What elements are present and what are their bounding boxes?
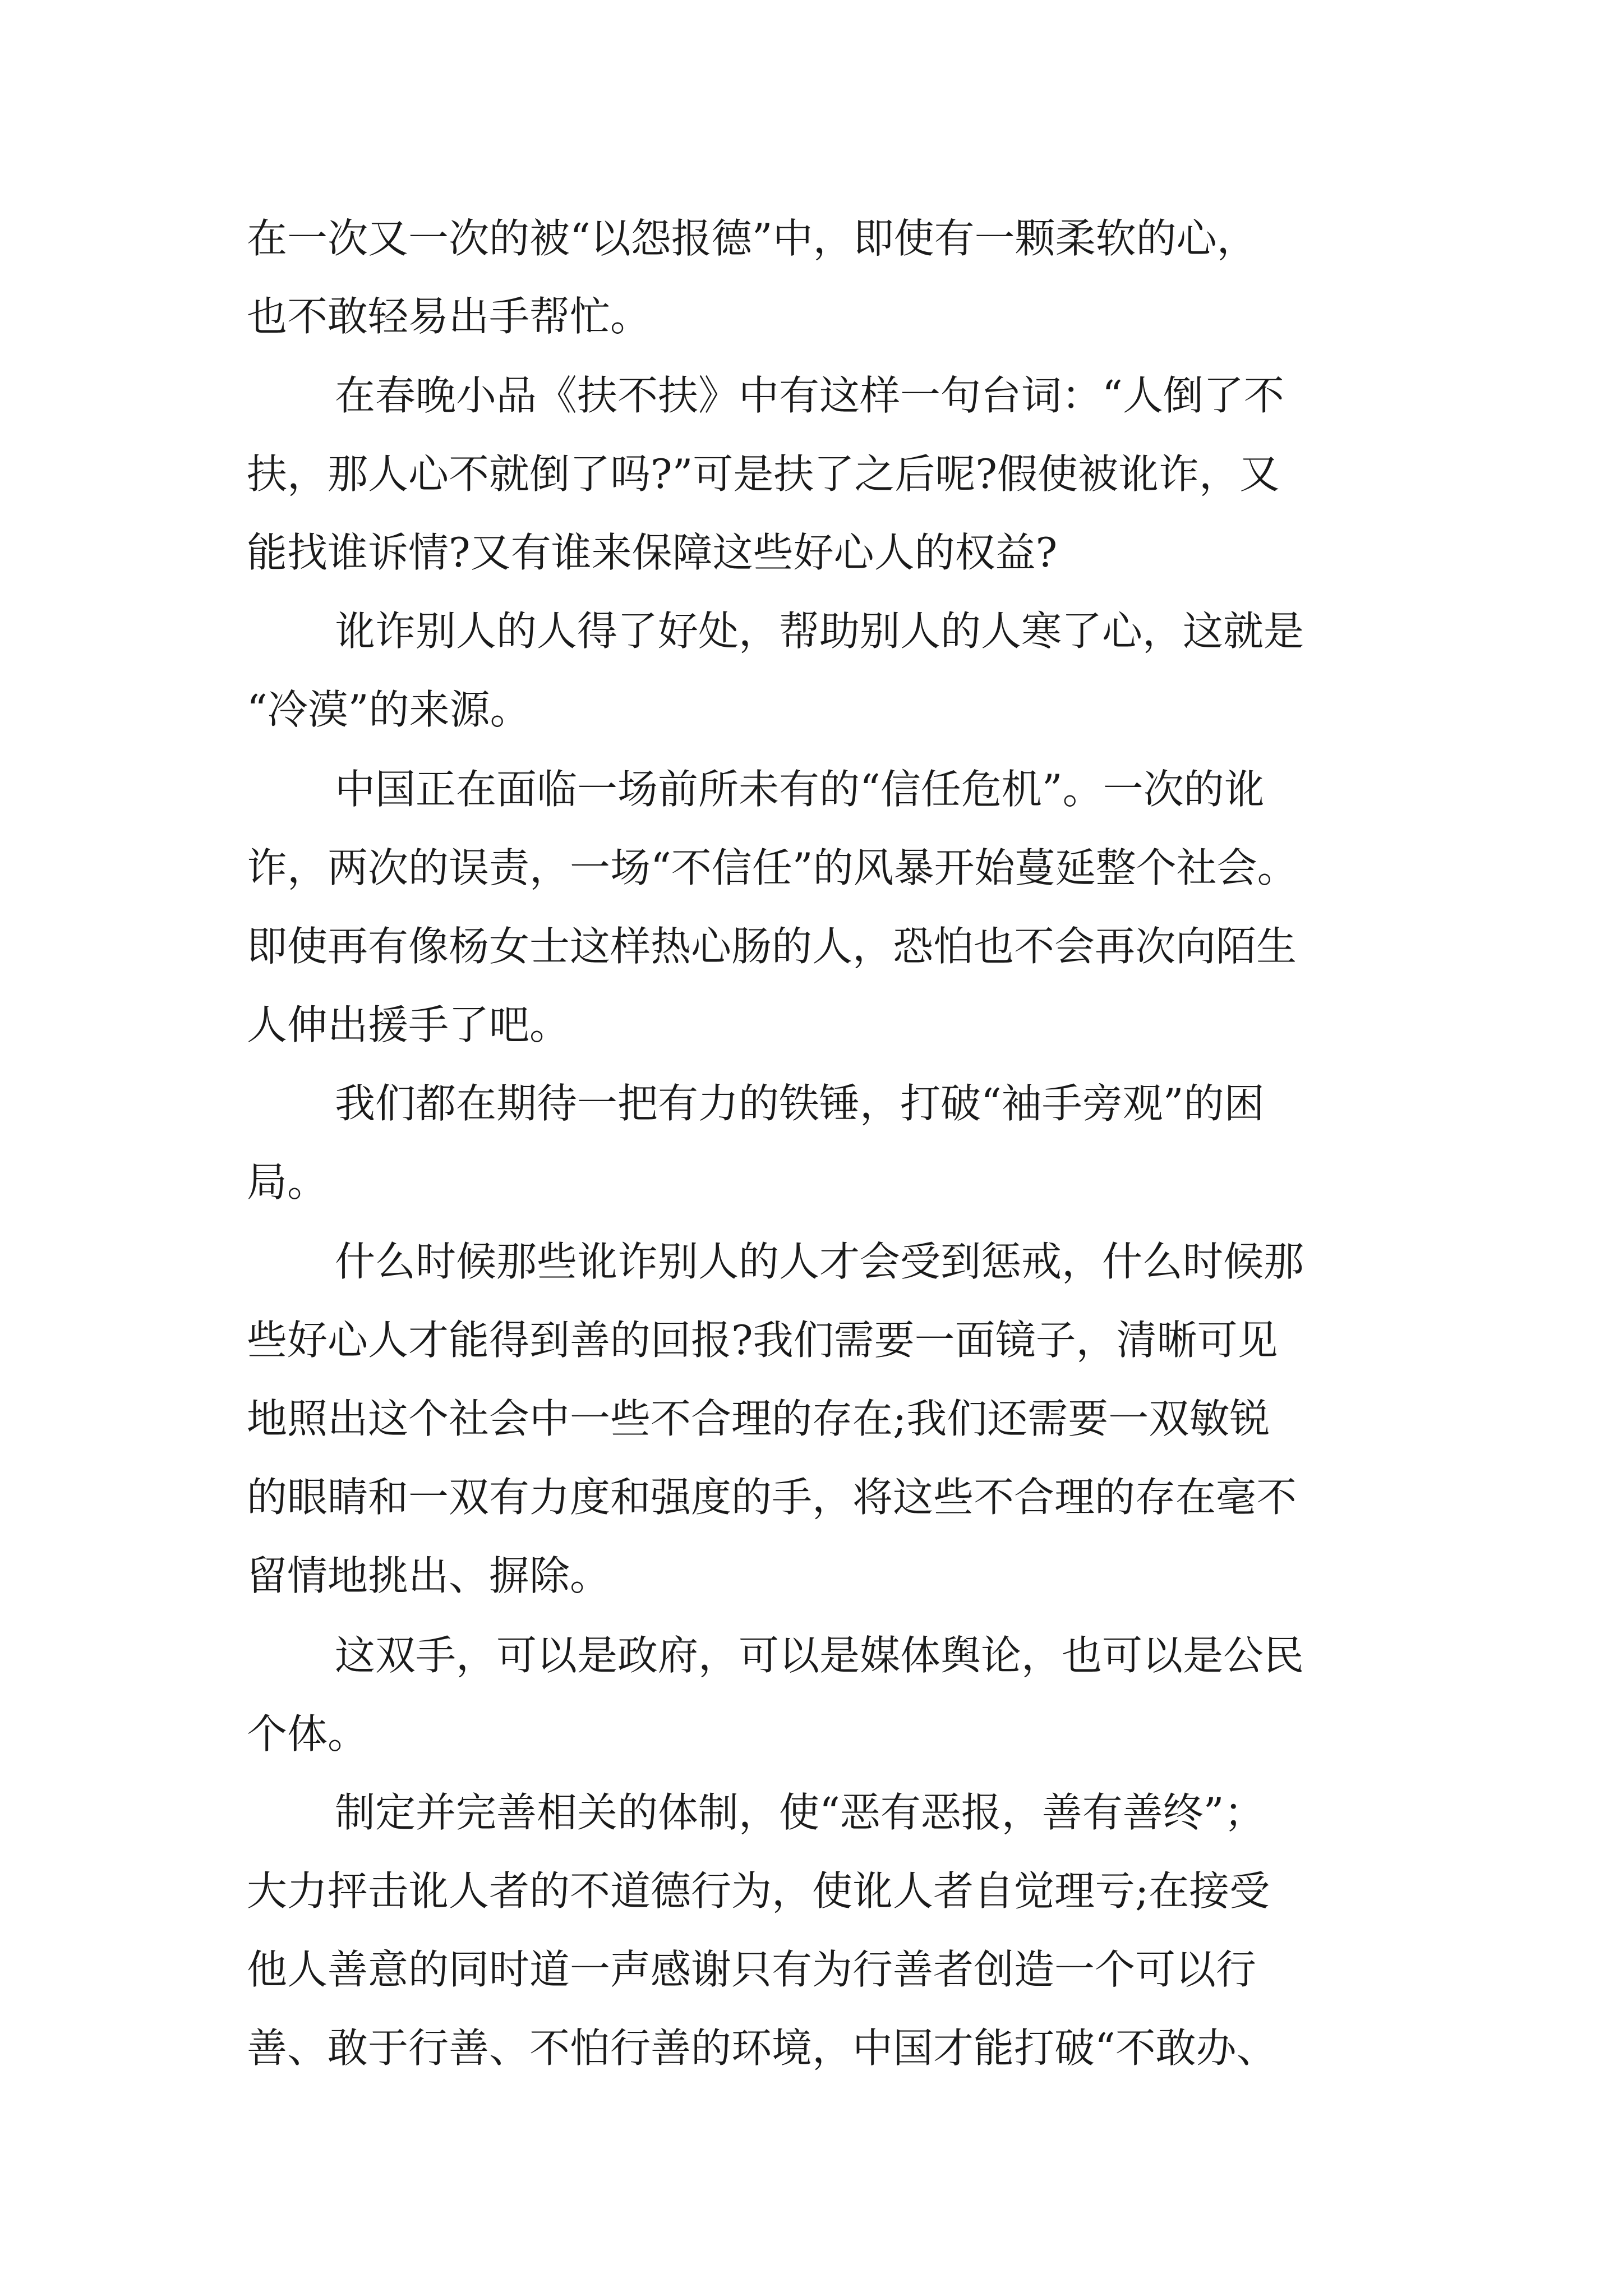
text-line: 能找谁诉情?又有谁来保障这些好心人的权益? [247,529,1058,576]
text-line: 些好心人才能得到善的回报?我们需要一面镜子，清晰可见 [247,1317,1278,1364]
paragraph-start-line: 我们都在期待一把有力的铁锤，打破“袖手旁观”的困 [335,1080,1265,1127]
text-line: 局。 [247,1158,328,1205]
text-line: 诈，两次的误责，一场“不信任”的风暴开始蔓延整个社会。 [247,844,1298,891]
text-line: 善、敢于行善、不怕行善的环境，中国才能打破“不敢办、 [247,2024,1277,2072]
text-line: 地照出这个社会中一些不合理的存在;我们还需要一双敏锐 [247,1395,1270,1442]
paragraph-start-line: 在春晚小品《扶不扶》中有这样一句台词：“人倒了不 [335,372,1284,419]
paragraph-start-line: 中国正在面临一场前所未有的“信任危机”。一次的讹 [335,766,1265,813]
text-line: 个体。 [247,1710,368,1757]
text-line: 留情地挑出、摒除。 [247,1552,611,1599]
paragraph-start-line: 制定并完善相关的体制，使“恶有恶报，善有善终”； [335,1789,1265,1836]
text-line: 的眼睛和一双有力度和强度的手，将这些不合理的存在毫不 [247,1474,1297,1521]
text-line: 扶，那人心不就倒了吗?”可是扶了之后呢?假使被讹诈，又 [247,450,1280,498]
text-line: 他人善意的同时道一声感谢只有为行善者创造一个可以行 [247,1946,1257,1993]
text-line: 也不敢轻易出手帮忙。 [247,293,651,340]
text-line: “冷漠”的来源。 [247,686,531,733]
text-line: 即使再有像杨女士这样热心肠的人，恐怕也不会再次向陌生 [247,923,1297,970]
text-line: 在一次又一次的被“以怨报德”中，即使有一颗柔软的心， [247,215,1257,262]
paragraph-start-line: 讹诈别人的人得了好处，帮助别人的人寒了心，这就是 [335,608,1304,655]
text-line: 大力抨击讹人者的不道德行为，使讹人者自觉理亏;在接受 [247,1867,1270,1915]
text-line: 人伸出援手了吧。 [247,1001,570,1048]
paragraph-start-line: 这双手，可以是政府，可以是媒体舆论，也可以是公民 [335,1632,1304,1679]
paragraph-start-line: 什么时候那些讹诈别人的人才会受到惩戒，什么时候那 [335,1238,1304,1285]
